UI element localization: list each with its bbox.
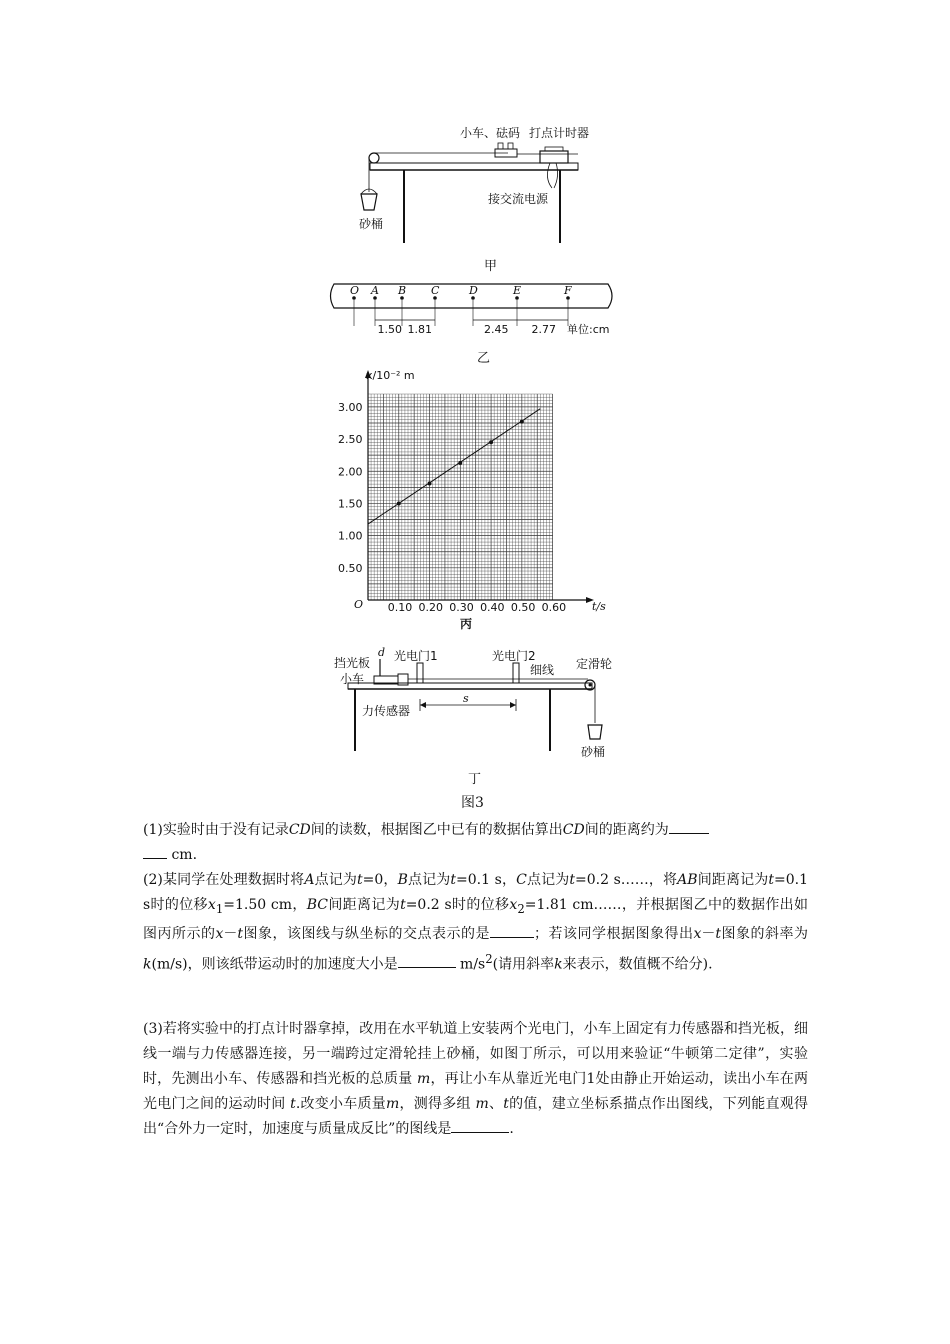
bucket [361,194,377,210]
x-axis-label: t/s [592,600,606,613]
label-timer: 打点计时器 [529,126,590,140]
timer-top [545,147,563,151]
tape-distance-label: 1.81 [407,323,432,336]
tape-point-D: D [469,284,478,297]
answer-blank-1[interactable] [669,819,709,834]
gate-2 [513,663,519,683]
gate-1 [417,663,423,683]
weight-2 [508,143,513,149]
x-tick-label: 0.40 [480,601,505,614]
data-point [520,420,524,424]
data-point [397,501,401,505]
label-s: s [463,692,469,705]
label-bucket: 砂桶 [581,745,606,759]
x-tick-label: 0.10 [387,601,413,614]
label-sensor: 力传感器 [362,704,411,718]
x-tick-label: 0.60 [541,601,567,614]
figure-jia [330,118,590,250]
label-car: 小车 [340,672,365,686]
table-board [370,163,578,170]
label-gate1: 光电门1 [394,649,438,663]
tape-distance-label: 2.77 [531,323,556,336]
pulley-center [589,684,592,687]
tape-point-F: F [564,284,572,297]
s-arrowhead-left [420,702,426,708]
figure-ding [330,643,630,765]
label-pulley: 定滑轮 [576,657,613,671]
data-point [489,440,493,444]
tape-point-A: A [371,284,379,297]
label-d: d [378,646,386,659]
y-axis-label: x/10⁻² m [366,369,415,382]
s-arrowhead-right [510,702,516,708]
label-gate2: 光电门2 [492,649,536,663]
answer-blank-3[interactable] [451,1118,509,1133]
caption-ding: 丁 [468,772,482,787]
y-tick-label: 1.50 [338,497,363,511]
y-tick-label: 0.50 [338,561,363,575]
weight-1 [498,143,503,149]
label-car: 小车、砝码 [460,126,521,140]
tape-distance-label: 2.45 [484,323,509,336]
unit-label: 单位:cm [567,323,610,336]
figure-yi [326,278,626,344]
y-tick-label: 1.00 [338,529,363,543]
question-3: (3)若将实验中的打点计时器拿掉，改用在水平轨道上安装两个光电门，小车上固定有力传感器和挡光板，细线一端与力传感器连接，另一端跨过定滑轮挂上砂桶，如图丁所示，可以用来验证“牛顿第二定律”，实验时，先测出小车、传感器和挡光板的总质量 m，再让小车从靠近光电门1处由静止开始运动，读出小车在两光电门之间的运动时间 t.改变小车质量m，测得多组 m、t的值，建立坐标系描点作出图线，下列能直观得出“合外力一定时，加速度与质量成反比”的图线是 . [143,1021,809,1137]
tape-point-B: B [398,284,407,297]
caption-jia: 甲 [484,259,498,274]
label-string: 细线 [530,663,555,677]
answer-blank-1-cont[interactable] [143,844,167,859]
answer-blank-2b[interactable] [398,953,456,968]
tape-point-C: C [431,284,440,297]
figure-bing-chart [330,362,620,632]
figure-caption: 图3 [461,795,484,811]
y-tick-label: 2.50 [338,433,363,447]
tape-distance-label: 1.50 [377,323,402,336]
label-bucket: 砂桶 [359,217,384,231]
label-shade: 挡光板 [334,656,371,670]
tape-point-E: E [513,284,522,297]
pulley [369,153,379,163]
caption-yi: 乙 [477,351,491,366]
x-tick-label: 0.20 [418,601,444,614]
y-tick-label: 2.00 [338,465,363,479]
origin-label: O [354,598,364,611]
x-tick-label: 0.50 [510,601,536,614]
y-tick-label: 3.00 [338,400,363,414]
answer-blank-2a[interactable] [490,923,534,938]
caption-bing: 丙 [460,617,473,631]
power-wire [547,163,557,188]
data-point [458,461,462,465]
question-2: (2)某同学在处理数据时将A点记为t=0，B点记为t=0.1 s，C点记为t=0.2 s……，将AB间距离记为t=0.1 s时的位移$x_1=1.50$ cm，BC间距离记为t=0.2 s时的位移$x_2=1.81$ cm……，并根据图乙中的数据作出如图丙所示的x－t图象，该图线与纵坐标的交点表示的是 ；若该同学根据图象得出x－t图象的斜率为k(m/s)，则该纸带运动时的加速度大小是 $m/s^2$(请用斜率k来表示，数值概不给分). [143,872,809,973]
bucket [588,725,602,739]
data-point [428,481,432,485]
timer [540,151,568,163]
question-1: (1)实验时由于没有记录CD间的读数，根据图乙中已有的数据估算出CD间的距离约为 cm. [143,818,808,868]
x-tick-label: 0.30 [449,601,474,614]
label-ac: 接交流电源 [488,192,549,206]
tape-point-O: O [350,284,360,297]
